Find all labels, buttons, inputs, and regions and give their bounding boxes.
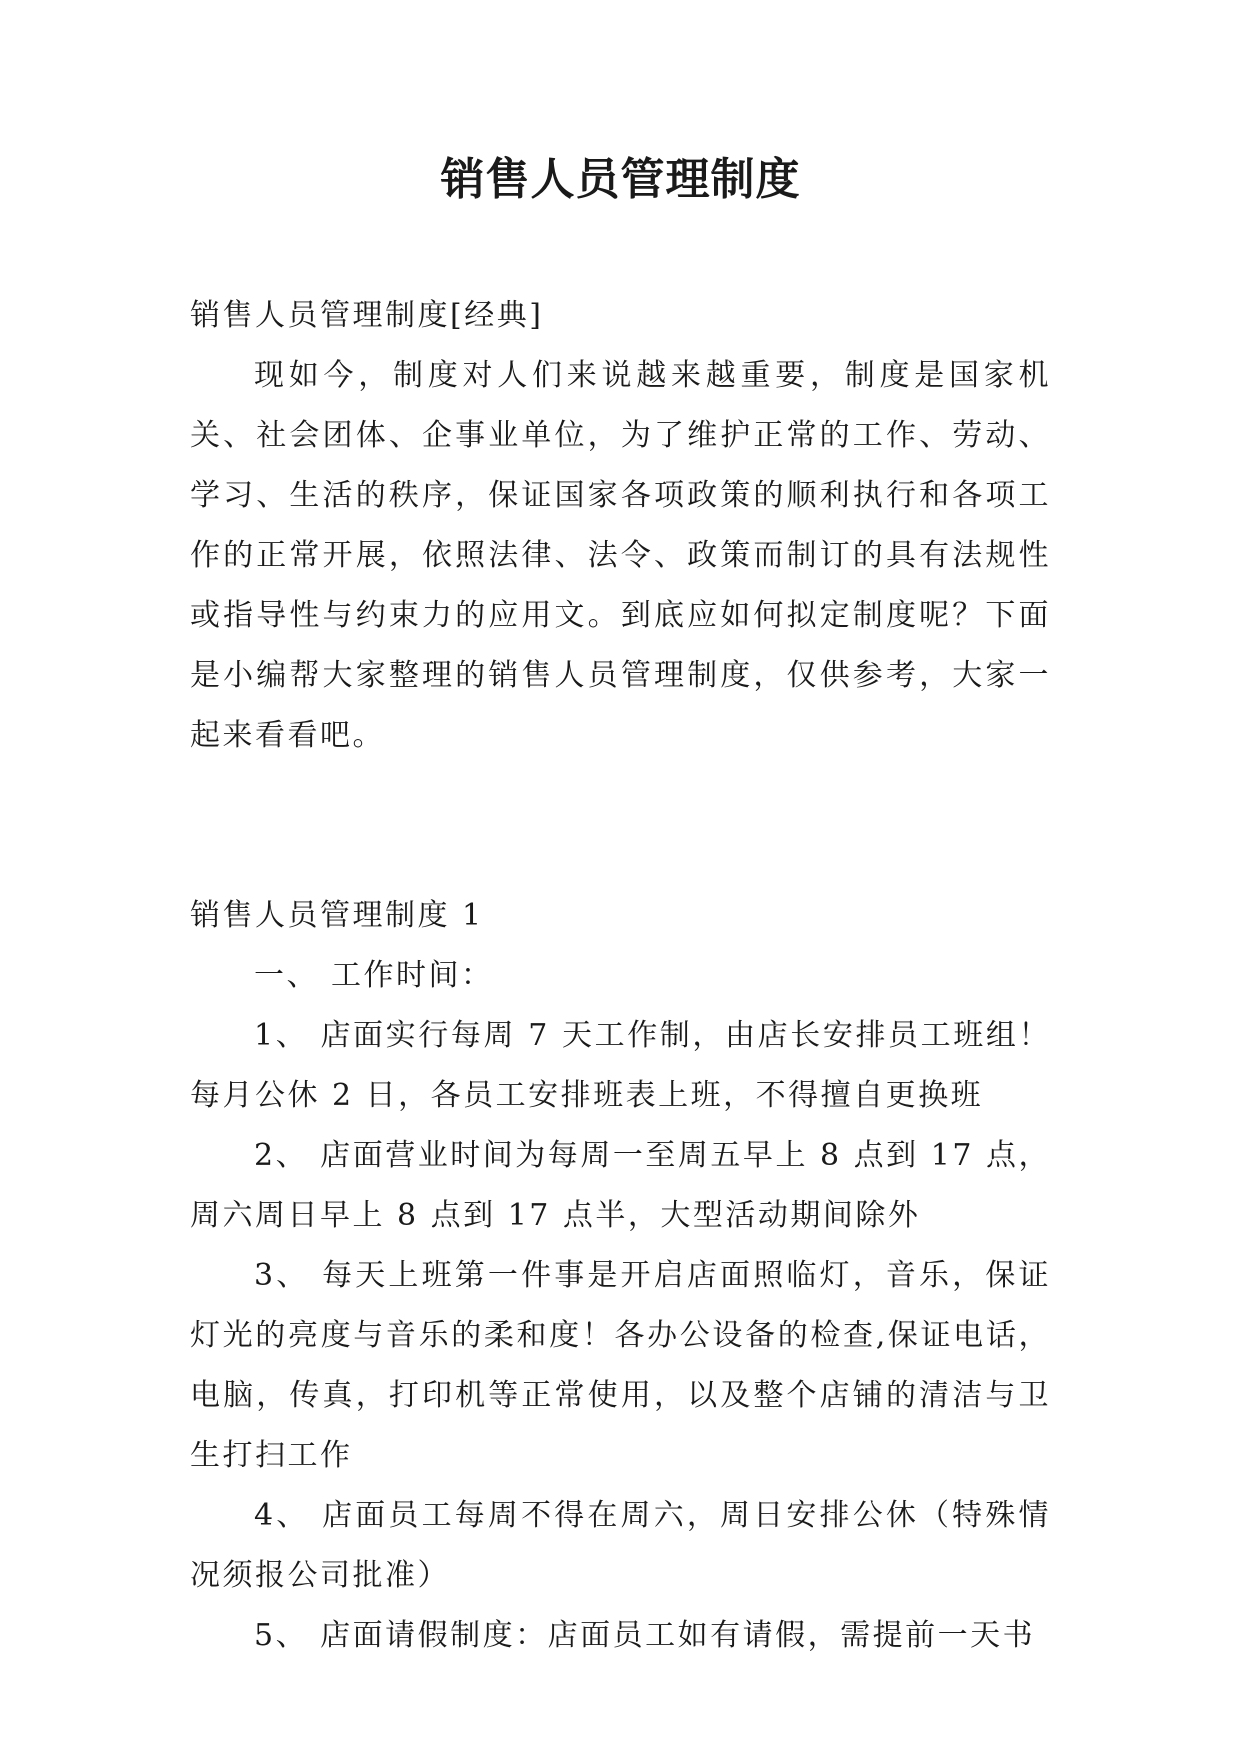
list-item: 4、 店面员工每周不得在周六，周日安排公休（特殊情况须报公司批准） bbox=[190, 1498, 1051, 1593]
section-spacer bbox=[190, 766, 1051, 886]
document-body bbox=[190, 286, 1051, 1666]
list-item: 3、 每天上班第一件事是开启店面照临灯，音乐，保证灯光的亮度与音乐的柔和度！各办公设备的检查,保证电话，电脑，传真，打印机等正常使用，以及整个店铺的清洁与卫生打扫工作 bbox=[190, 1258, 1051, 1473]
document-subtitle: 销售人员管理制度[经典] bbox=[190, 298, 544, 333]
list-item: 2、 店面营业时间为每周一至周五早上 8 点到 17 点，周六周日早上 8 点到 17 点半，大型活动期间除外 bbox=[190, 1138, 1051, 1233]
subsection-heading: 一、 工作时间： bbox=[254, 958, 494, 993]
list-item: 5、 店面请假制度：店面员工如有请假，需提前一天书 bbox=[254, 1618, 1036, 1653]
document-title: 销售人员管理制度 bbox=[440, 154, 801, 205]
section-heading: 销售人员管理制度 1 bbox=[190, 898, 484, 933]
list-item: 1、 店面实行每周 7 天工作制，由店长安排员工班组！每月公休 2 日，各员工安排班表上班，不得擅自更换班 bbox=[190, 1018, 1051, 1113]
intro-paragraph: 现如今，制度对人们来说越来越重要，制度是国家机关、社会团体、企事业单位，为了维护正常的工作、劳动、学习、生活的秩序，保证国家各项政策的顺利执行和各项工作的正常开展，依照法律、法令、政策而制订的具有法规性或指导性与约束力的应用文。到底应如何拟定制度呢？下面是小编帮大家整理的销售人员管理制度，仅供参考，大家一起来看看吧。 bbox=[190, 358, 1051, 753]
